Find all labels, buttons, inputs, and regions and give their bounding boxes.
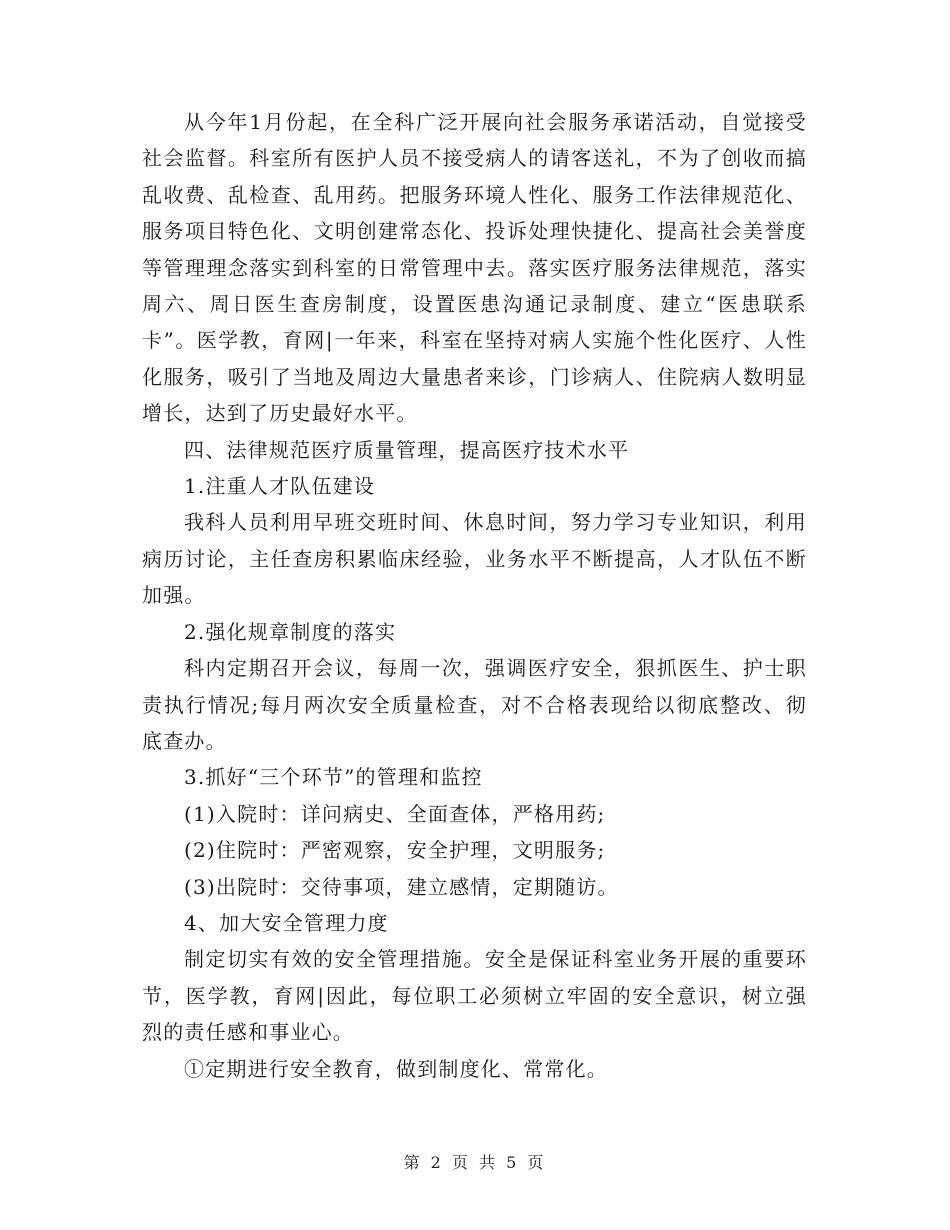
subheading-talent-team: 1.注重人才队伍建设 — [184, 474, 376, 499]
page-number-footer: 第 2 页 共 5 页 — [403, 1153, 547, 1172]
paragraph-service-commitment: 从今年1月份起，在全科广泛开展向社会服务承诺活动，自觉接受社会监督。科室所有医护人员不接受病人的请客送礼，不为了创收而搞乱收费、乱检查、乱用药。把服务环境人性化、服务工作法律规范化、服务项目特色化、文明创建常态化、投诉处理快捷化、提高社会美誉度等管理理念落实到科室的日常管理中去。落实医疗服务法律规范，落实周六、周日医生查房制度，设置医患沟通记录制度、建立“医患联系卡”。医学教，育网|一年来，科室在坚持对病人实施个性化医疗、人性化服务，吸引了当地及周边大量患者来诊，门诊病人、住院病人数明显增长，达到了历史最好水平。 — [142, 110, 807, 426]
paragraph-talent-team: 我科人员利用早班交班时间、休息时间，努力学习专业知识，利用病历讨论，主任查房积累临床经验，业务水平不断提高，人才队伍不断加强。 — [142, 510, 807, 608]
subheading-rules-implementation: 2.强化规章制度的落实 — [184, 619, 397, 644]
document-body — [142, 104, 807, 1087]
paragraph-rules-implementation: 科内定期召开会议，每周一次，强调医疗安全，狠抓医生、护士职责执行情况;每月两次安全质量检查，对不合格表现给以彻底整改、彻底查办。 — [142, 656, 807, 753]
list-item-discharge: (3)出院时：交待事项，建立感情，定期随访。 — [184, 874, 619, 899]
list-item-hospitalization: (2)住院时：严密观察，安全护理，文明服务; — [184, 838, 606, 863]
section-heading-quality-management: 四、法律规范医疗质量管理，提高医疗技术水平 — [184, 437, 630, 462]
paragraph-safety-management: 制定切实有效的安全管理措施。安全是保证科室业务开展的重要环节，医学教，育网|因此，每位职工必须树立牢固的安全意识，树立强烈的责任感和事业心。 — [142, 947, 807, 1045]
list-item-admission: (1)入院时：详问病史、全面查体，严格用药; — [184, 801, 606, 826]
subheading-safety-management: 4、加大安全管理力度 — [184, 910, 389, 935]
subheading-three-links: 3.抓好“三个环节”的管理和监控 — [184, 765, 483, 790]
list-item-safety-education: ①定期进行安全教育，做到制度化、常常化。 — [184, 1056, 608, 1081]
